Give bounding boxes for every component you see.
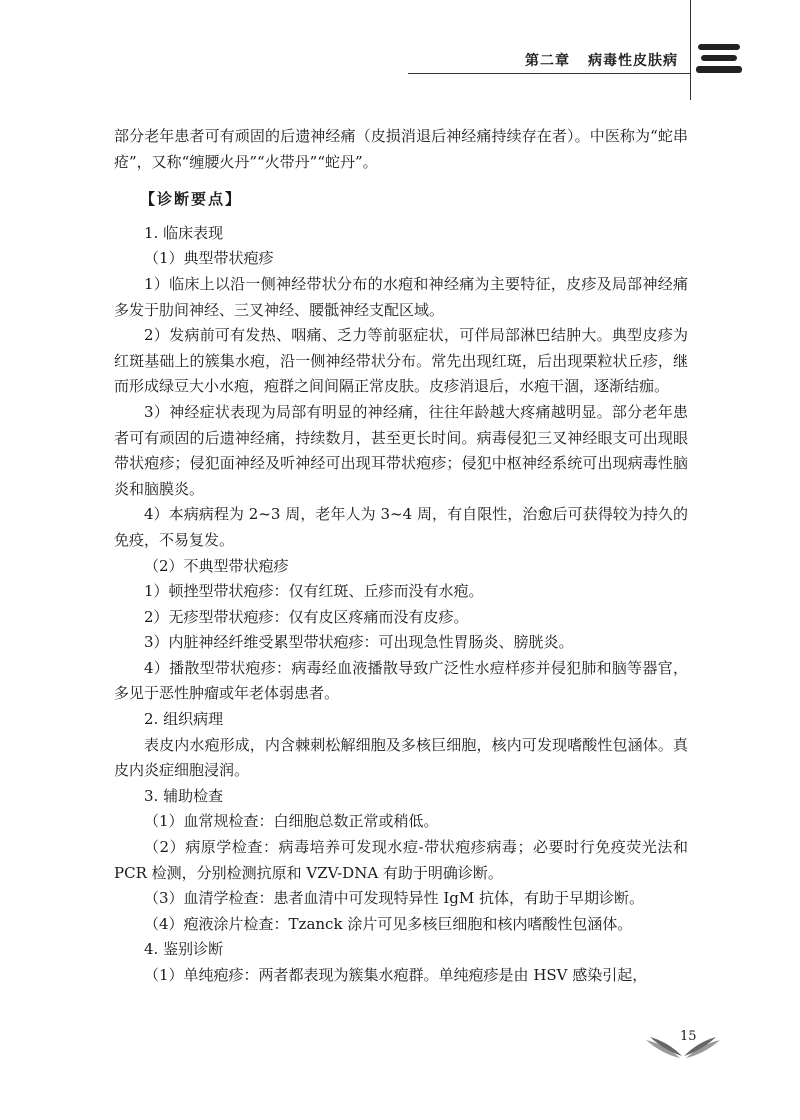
paragraph: （3）血清学检查：患者血清中可发现特异性 IgM 抗体，有助于早期诊断。	[144, 889, 644, 908]
intro-paragraph: 部分老年患者可有顽固的后遗神经痛（皮损消退后神经痛持续存在者）。中医称为“蛇串疮”，又称“缠腰火丹”“火带丹”“蛇丹”。	[114, 127, 688, 171]
heading-differential-diagnosis: 4. 鉴别诊断	[144, 940, 224, 959]
header-ornament-icon	[696, 42, 742, 84]
header-horizontal-rule	[408, 73, 691, 74]
paragraph: 4）播散型带状疱疹：病毒经血液播散导致广泛性水痘样疹并侵犯肺和脑等器官，多见于恶性肿瘤或年老体弱患者。	[114, 658, 688, 703]
paragraph: （2）病原学检查：病毒培养可发现水痘-带状疱疹病毒；必要时行免疫荧光法和 PCR 检测，分别检测抗原和 VZV-DNA 有助于明确诊断。	[114, 838, 688, 882]
page-number: 15	[680, 1029, 697, 1044]
paragraph: 表皮内水疱形成，内含棘刺松解细胞及多核巨细胞，核内可发现嗜酸性包涵体。真皮内炎症细胞浸润。	[114, 735, 688, 780]
running-header	[525, 50, 678, 70]
section-heading: 【诊断要点】	[140, 190, 243, 209]
paragraph: 4）本病病程为 2~3 周，老年人为 3~4 周，有自限性，治愈后可获得较为持久的免疫，不易复发。	[114, 505, 688, 549]
paragraph: 1）临床上以沿一侧神经带状分布的水疱和神经痛为主要特征，皮疹及局部神经痛多发于肋间神经、三叉神经、腰骶神经支配区域。	[114, 274, 688, 319]
heading-histopathology: 2. 组织病理	[144, 710, 224, 729]
heading-auxiliary-tests: 3. 辅助检查	[144, 786, 224, 805]
paragraph: 1）顿挫型带状疱疹：仅有红斑、丘疹而没有水疱。	[144, 582, 484, 601]
paragraph: 3）内脏神经纤维受累型带状疱疹：可出现急性胃肠炎、膀胱炎。	[144, 633, 574, 652]
page-body	[114, 124, 688, 989]
chapter-title: 病毒性皮肤病	[588, 53, 678, 69]
paragraph: （1）单纯疱疹：两者都表现为簇集水疱群。单纯疱疹是由 HSV 感染引起，	[144, 966, 648, 984]
paragraph: （1）血常规检查：白细胞总数正常或稍低。	[144, 812, 439, 831]
chapter-label: 第二章	[525, 53, 570, 69]
paragraph: 3）神经症状表现为局部有明显的神经痛，往往年龄越大疼痛越明显。部分老年患者可有顽固的后遗神经痛，持续数月，甚至更长时间。病毒侵犯三叉神经眼支可出现眼带状疱疹；侵犯面神经及听神经可出现耳带状疱疹；侵犯中枢神经系统可出现病毒性脑炎和脑膜炎。	[114, 402, 688, 498]
paragraph: 2）发病前可有发热、咽痛、乏力等前驱症状，可伴局部淋巴结肿大。典型皮疹为红斑基础上的簇集水疱，沿一侧神经带状分布。常先出现红斑，后出现栗粒状丘疹，继而形成绿豆大小水疱，疱群之间间隔正常皮肤。皮疹消退后，水疱干涸，逐渐结痂。	[114, 326, 688, 396]
paragraph: （4）疱液涂片检查：Tzanck 涂片可见多核巨细胞和核内嗜酸性包涵体。	[144, 914, 633, 933]
header-vertical-rule	[690, 0, 691, 100]
paragraph: 2）无疹型带状疱疹：仅有皮区疼痛而没有皮疹。	[144, 607, 469, 626]
heading-clinical-features: 1. 临床表现	[144, 223, 224, 242]
subheading-typical: （1）典型带状疱疹	[144, 249, 274, 268]
subheading-atypical: （2）不典型带状疱疹	[144, 556, 289, 575]
